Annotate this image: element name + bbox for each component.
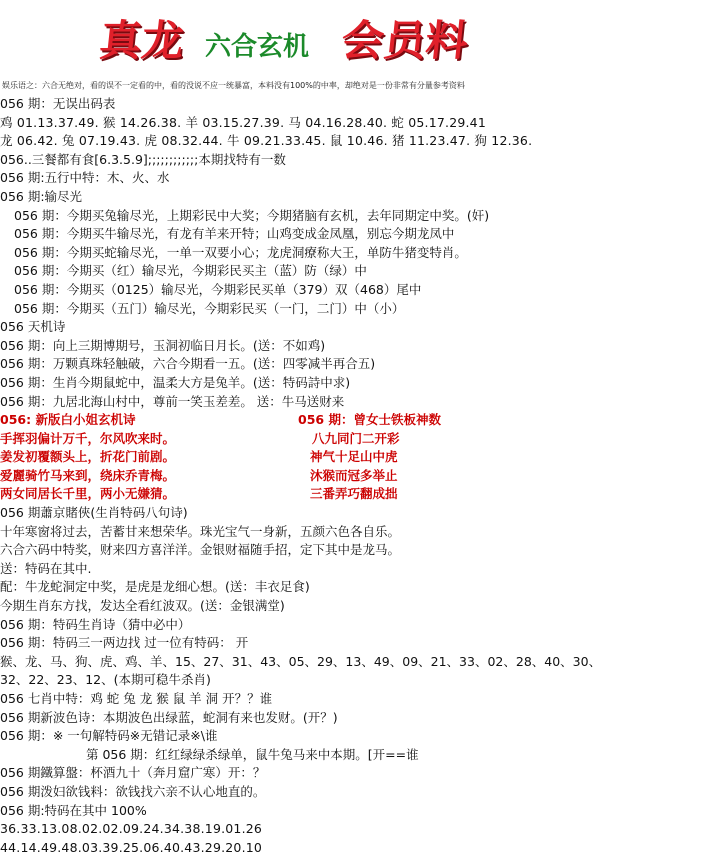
line-16: 056 期：生肖今期鼠蛇中，温柔大方是兔羊。(送：特码詩中求) [0, 374, 351, 390]
line-23: 056 期蕭京賭俠(生肖特码八句诗) [0, 505, 188, 521]
line-4: 056..三餐都有食[6.3.5.9];;;;;;;;;;;;本期找特有一数 [0, 151, 286, 167]
line-33: 056 七肖中特：鸡 蛇 兔 龙 猴 鼠 羊 洞 开？？谁 [0, 691, 273, 706]
line-26: 送：特码在其中. [0, 560, 92, 576]
title-part-2: 六合玄机 [205, 32, 310, 62]
line-2: 鸡 01.13.37.49. 猴 14.26.38. 羊 03.15.27.39. 马 04.16.28.40. 蛇 05.17.29.41 [0, 114, 486, 130]
poem-row-4 [0, 485, 720, 504]
poem-left-line: 姜发初覆额头上，折花门前剧。 [0, 449, 176, 465]
line-28: 今期生肖东方找，发达全看红波双。(送：金银满堂) [0, 598, 285, 614]
poem-row-3 [0, 467, 720, 486]
line-31: 猴、龙、马、狗、虎、鸡、羊、15、27、31、43、05、29、13、49、09、21、33、02、28、40、30、 [0, 653, 602, 669]
poem-right-line: 沐猴而冠多举止 [310, 467, 398, 483]
disclaimer-text: 娱乐语之：六合无绝对，看的误不一定看的中，看的没说不应一统暴富，本料没有100%的中率，却绝对是一份非常有分量参考资料 [2, 81, 465, 90]
line-41: 44.14.49.48.03.39.25.06.40.43.29.20.10 [0, 839, 263, 855]
line-15: 056 期：万颗真珠轻触破，六合今期看一五。(送：四零减半再合五) [0, 356, 376, 372]
line-35: 056 期：※ 一句解特码※无错记录※\谁 [0, 728, 218, 744]
line-13: 056 天机诗 [0, 319, 66, 335]
line-27: 配：牛龙蛇洞定中奖，是虎是龙细心想。(送：丰衣足食) [0, 579, 310, 595]
line-14: 056 期：向上三期博期号，玉洞初临日月长。(送：不如鸡) [0, 337, 326, 353]
line-10: 056 期：今期买（红）输尽光，今期彩民买主（蓝）防（绿）中 [14, 263, 367, 279]
poem-right-line: 三番弄巧翻成拙 [310, 486, 398, 502]
poem-row-2 [0, 448, 720, 467]
poem-right-line: 八九同门二开彩 [312, 430, 400, 446]
line-36: 第 056 期：红红绿绿杀绿单，鼠牛兔马来中本期。[开==谁 [86, 746, 419, 762]
line-40: 36.33.13.08.02.02.09.24.34.38.19.01.26 [0, 821, 263, 837]
poem-right-line: 神气十足山中虎 [310, 449, 398, 465]
line-34: 056 期新波色诗：本期波色出绿蓝，蛇洞有来也发财。(开？) [0, 709, 338, 725]
title-part-3: 会员料 [339, 16, 471, 65]
line-9: 056 期：今期买蛇输尽光，一单一双要小心；龙虎洞療称大王，单防牛猪变特肖。 [14, 244, 467, 260]
poem-headers-row [0, 411, 720, 430]
line-11: 056 期：今期买（0125）输尽光，今期彩民买单（379）双（468）尾中 [14, 281, 422, 297]
title-part-1: 真龙 [97, 16, 187, 65]
line-6: 056 期:输尽光 [0, 188, 83, 204]
poem-row-1 [0, 430, 720, 449]
line-3: 龙 06.42. 兔 07.19.43. 虎 08.32.44. 牛 09.21.33.45. 鼠 10.46. 猪 11.23.47. 狗 12.36. [0, 133, 533, 149]
line-32: 32、22、23、12、(本期可稳牛杀肖) [0, 672, 211, 688]
title-banner [0, 0, 720, 80]
line-24: 十年寒窗将过去，苦蓄甘来想荣华。珠光宝气一身新，五颜六色各自乐。 [0, 523, 401, 539]
line-39: 056 期:特码在其中 100% [0, 802, 147, 818]
poem-left-title: 056: 新版白小姐玄机诗 [0, 412, 136, 428]
poem-left-line: 两女同居长千里，两小无嫌猜。 [0, 486, 176, 502]
line-29: 056 期：特码生肖诗（猜中必中） [0, 616, 191, 632]
line-8: 056 期：今期买牛输尽光，有龙有羊来开特；山鸡变成金凤凰，别忘今期龙凤中 [14, 226, 455, 242]
line-12: 056 期：今期买（五门）输尽光，今期彩民买（一门，二门）中（小） [14, 300, 405, 316]
line-1: 056 期：无误出码表 [0, 96, 116, 111]
line-7: 056 期：今期买兔输尽光，上期彩民中大奖；今期猪脑有玄机，去年同期定中奖。(奸) [14, 207, 490, 223]
line-30: 056 期：特码三一两边找 过一位有特码： 开 [0, 635, 249, 651]
line-25: 六合六码中特奖，财来四方喜洋洋。金银财福随手招，定下其中是龙马。 [0, 542, 401, 558]
line-17: 056 期：九居北海山村中，尊前一笑玉差差。 送：牛马送财来 [0, 393, 345, 409]
poem-right-title: 056 期：曾女士铁板神数 [298, 412, 441, 428]
line-38: 056 期泼妇欲钱料：欲钱找六亲不认心地直的。 [0, 783, 266, 799]
poem-left-line: 手挥羽偏计万千，尔风吹来时。 [0, 430, 176, 446]
content-body [0, 95, 720, 857]
poem-left-line: 爱麗骑竹马来到，绕床乔青梅。 [0, 467, 176, 483]
line-37: 056 期鐵算盤：杯酒九十（奔月窟广寒）开：？ [0, 765, 266, 781]
line-5: 056 期:五行中特：木、火、水 [0, 170, 170, 186]
